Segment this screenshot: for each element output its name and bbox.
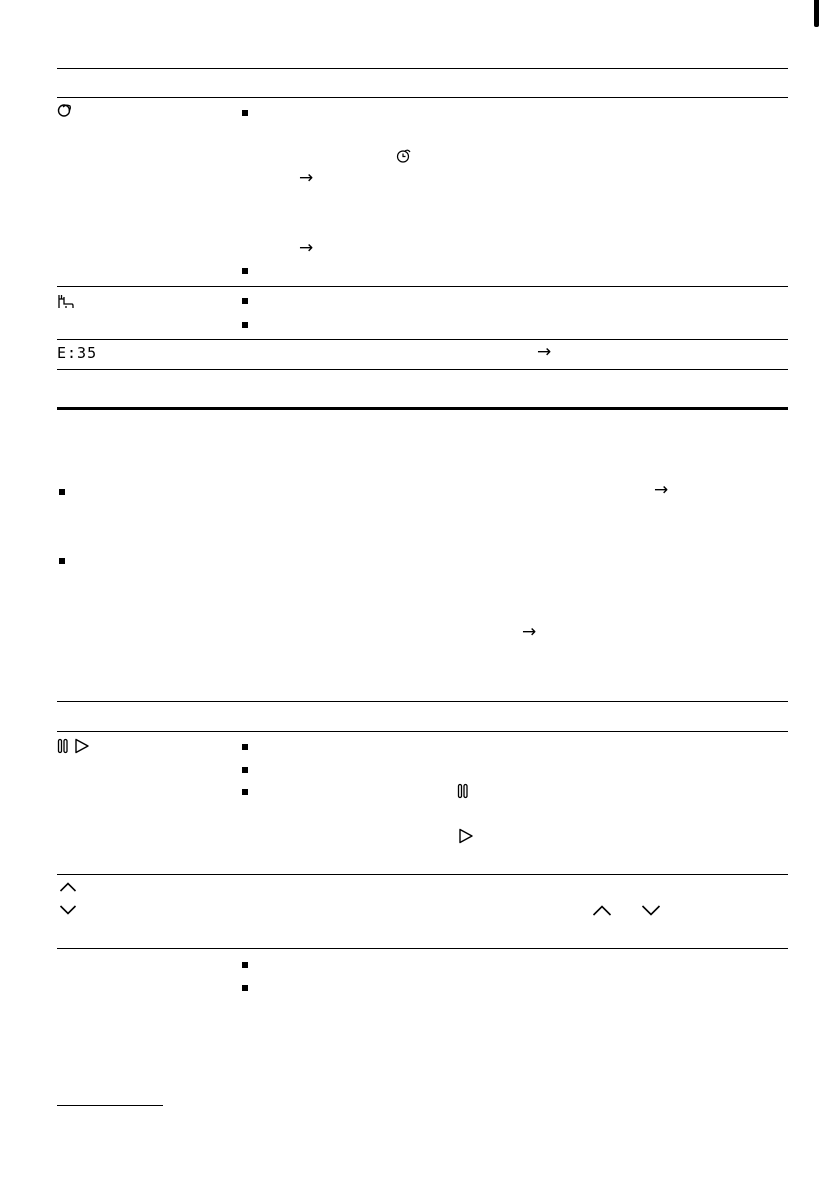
water-tap-icon bbox=[57, 293, 75, 309]
bullet-square-icon bbox=[59, 489, 65, 495]
bullet-square-icon bbox=[242, 322, 248, 328]
table-row-divider bbox=[57, 369, 788, 370]
play-icon bbox=[74, 738, 90, 754]
table-row-divider bbox=[57, 339, 788, 340]
table-row-divider bbox=[57, 286, 788, 287]
bullet-square-icon bbox=[242, 268, 248, 274]
table-header-rule-top bbox=[57, 701, 788, 702]
chevron-up-icon bbox=[592, 904, 612, 917]
bullet-square-icon bbox=[242, 985, 248, 991]
bullet-square-icon bbox=[242, 789, 248, 795]
error-code-display: E:35 bbox=[57, 344, 98, 362]
chevron-down-icon bbox=[59, 904, 77, 916]
footnote-separator bbox=[57, 1105, 163, 1106]
bullet-square-icon bbox=[242, 110, 248, 116]
bullet-square-icon bbox=[59, 558, 65, 564]
bullet-square-icon bbox=[242, 767, 248, 773]
right-arrow-icon: → bbox=[299, 168, 314, 188]
chevron-up-icon bbox=[59, 881, 77, 893]
table-row-divider bbox=[57, 948, 788, 949]
dishes-icon bbox=[57, 103, 73, 117]
table-header-rule-bottom bbox=[57, 97, 788, 98]
dishes-clock-icon bbox=[396, 148, 412, 164]
bullet-square-icon bbox=[242, 298, 248, 304]
bullet-square-icon bbox=[242, 744, 248, 750]
pause-icon bbox=[457, 783, 469, 799]
chevron-down-icon bbox=[641, 904, 661, 917]
section-rule bbox=[57, 407, 788, 410]
bullet-square-icon bbox=[242, 962, 248, 968]
pause-icon bbox=[57, 738, 69, 754]
right-arrow-icon: → bbox=[522, 622, 537, 642]
table-row-divider bbox=[57, 874, 788, 875]
right-arrow-icon: → bbox=[654, 480, 669, 500]
right-arrow-icon: → bbox=[299, 238, 314, 258]
play-icon bbox=[458, 828, 474, 844]
table-header-rule-bottom bbox=[57, 731, 788, 732]
page-tab-marker bbox=[814, 0, 819, 27]
table-header-rule-top bbox=[57, 68, 788, 69]
right-arrow-icon: → bbox=[537, 342, 552, 362]
